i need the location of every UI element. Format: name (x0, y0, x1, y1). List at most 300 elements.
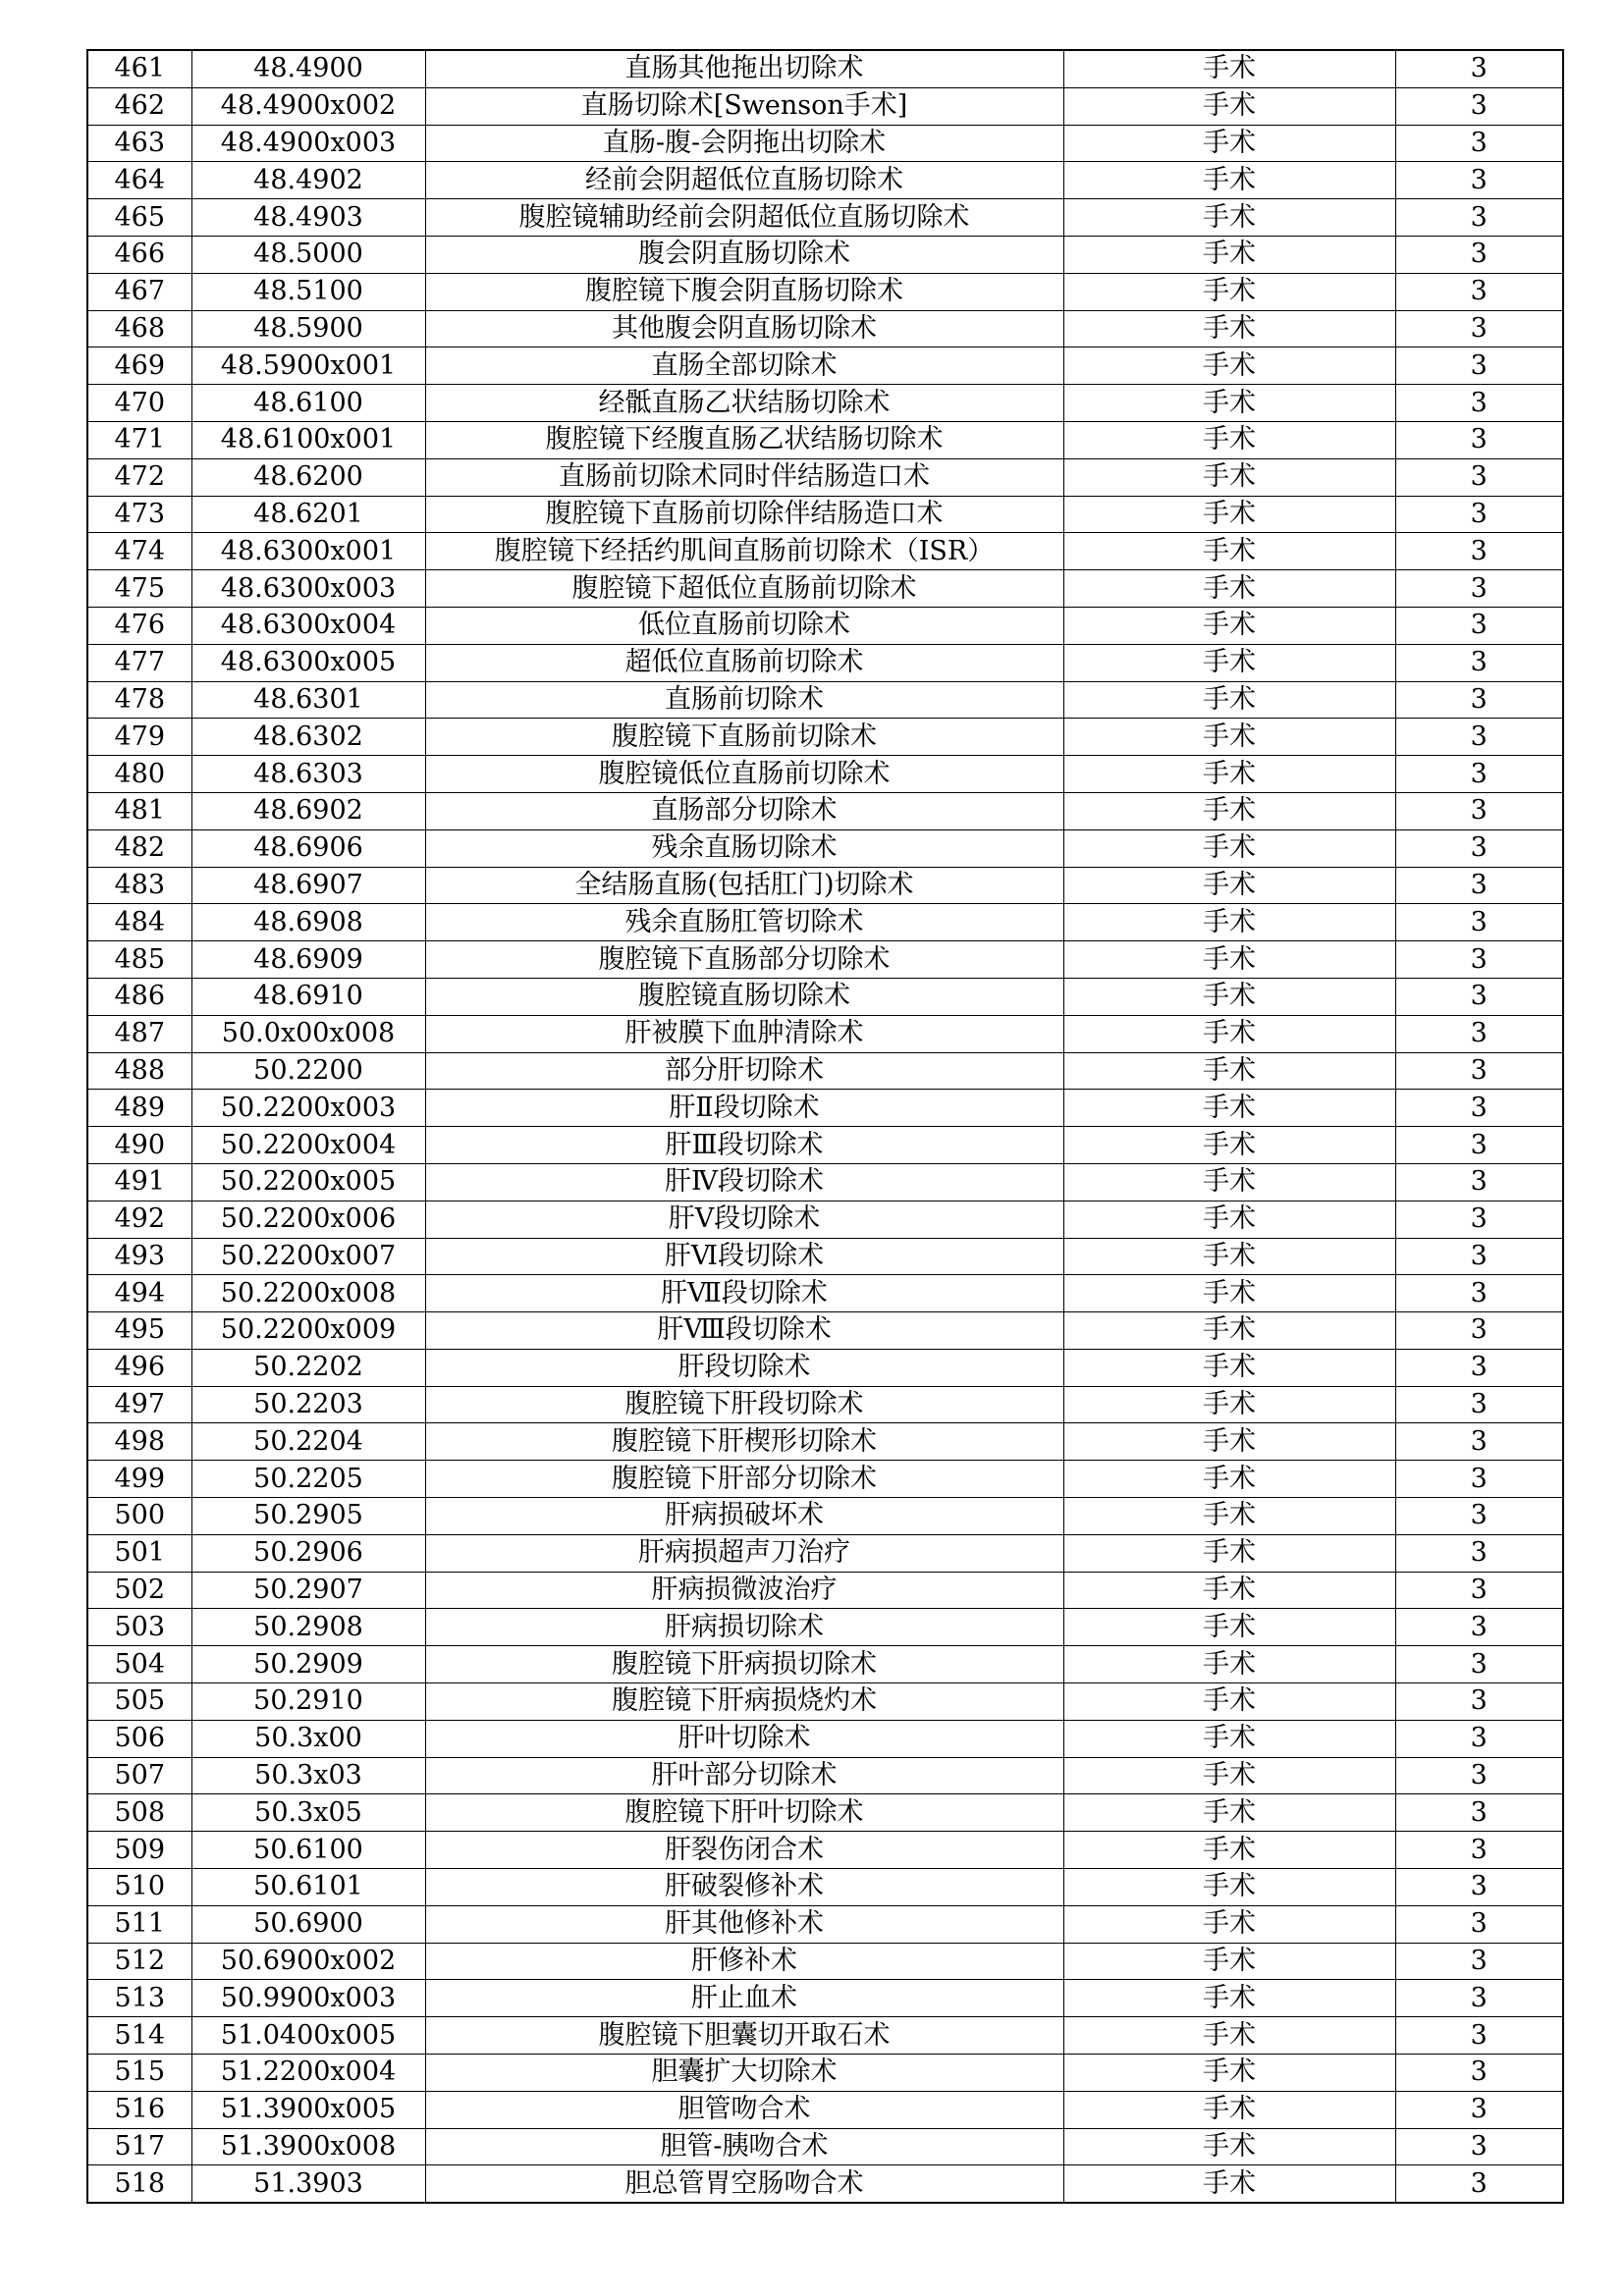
code-cell: 48.6302 (191, 719, 425, 756)
category-cell: 手术 (1063, 1832, 1395, 1869)
row-number-cell: 496 (87, 1349, 191, 1386)
level-cell: 3 (1395, 941, 1563, 979)
table-row (87, 1534, 1563, 1572)
category-cell: 手术 (1063, 2017, 1395, 2055)
row-number-cell: 501 (87, 1534, 191, 1572)
row-number-cell: 516 (87, 2091, 191, 2128)
row-number-cell: 493 (87, 1238, 191, 1275)
category-cell: 手术 (1063, 1015, 1395, 1052)
table-row (87, 162, 1563, 199)
procedure-name-cell: 肝病损超声刀治疗 (425, 1534, 1063, 1572)
level-cell: 3 (1395, 1349, 1563, 1386)
level-cell: 3 (1395, 2165, 1563, 2203)
code-cell: 50.0x00x008 (191, 1015, 425, 1052)
row-number-cell: 508 (87, 1794, 191, 1832)
code-cell: 48.6910 (191, 978, 425, 1015)
procedure-name-cell: 肝Ⅵ段切除术 (425, 1238, 1063, 1275)
category-cell: 手术 (1063, 792, 1395, 829)
level-cell: 3 (1395, 533, 1563, 570)
procedure-name-cell: 肝叶部分切除术 (425, 1757, 1063, 1794)
category-cell: 手术 (1063, 87, 1395, 125)
table-row (87, 347, 1563, 385)
table-row (87, 681, 1563, 719)
code-cell: 50.2200x007 (191, 1238, 425, 1275)
procedure-name-cell: 腹腔镜下肝段切除术 (425, 1386, 1063, 1423)
procedure-name-cell: 超低位直肠前切除术 (425, 644, 1063, 681)
category-cell: 手术 (1063, 2165, 1395, 2203)
row-number-cell: 483 (87, 867, 191, 904)
level-cell: 3 (1395, 125, 1563, 162)
category-cell: 手术 (1063, 1943, 1395, 1980)
category-cell: 手术 (1063, 50, 1395, 87)
level-cell: 3 (1395, 458, 1563, 496)
code-cell: 48.5900x001 (191, 347, 425, 385)
level-cell: 3 (1395, 1201, 1563, 1238)
level-cell: 3 (1395, 829, 1563, 867)
row-number-cell: 484 (87, 904, 191, 941)
category-cell: 手术 (1063, 162, 1395, 199)
procedure-name-cell: 腹腔镜下肝病损切除术 (425, 1646, 1063, 1683)
category-cell: 手术 (1063, 199, 1395, 237)
procedure-name-cell: 肝Ⅳ段切除术 (425, 1163, 1063, 1201)
row-number-cell: 470 (87, 385, 191, 422)
procedure-name-cell: 残余直肠肛管切除术 (425, 904, 1063, 941)
procedure-name-cell: 胆管吻合术 (425, 2091, 1063, 2128)
code-cell: 48.6908 (191, 904, 425, 941)
table-row (87, 2165, 1563, 2203)
code-cell: 48.4902 (191, 162, 425, 199)
table-row (87, 1980, 1563, 2017)
code-cell: 50.2907 (191, 1572, 425, 1609)
table-row (87, 719, 1563, 756)
row-number-cell: 465 (87, 199, 191, 237)
code-cell: 48.6301 (191, 681, 425, 719)
category-cell: 手术 (1063, 2128, 1395, 2165)
code-cell: 48.6902 (191, 792, 425, 829)
procedure-name-cell: 直肠其他拖出切除术 (425, 50, 1063, 87)
code-cell: 48.4900x002 (191, 87, 425, 125)
table-row (87, 904, 1563, 941)
table-row (87, 1683, 1563, 1721)
table-row (87, 273, 1563, 310)
level-cell: 3 (1395, 310, 1563, 347)
level-cell: 3 (1395, 1980, 1563, 2017)
row-number-cell: 495 (87, 1312, 191, 1350)
category-cell: 手术 (1063, 1312, 1395, 1350)
procedure-name-cell: 低位直肠前切除术 (425, 607, 1063, 644)
level-cell: 3 (1395, 1943, 1563, 1980)
level-cell: 3 (1395, 1423, 1563, 1461)
level-cell: 3 (1395, 1090, 1563, 1127)
row-number-cell: 505 (87, 1683, 191, 1721)
row-number-cell: 497 (87, 1386, 191, 1423)
level-cell: 3 (1395, 199, 1563, 237)
procedure-name-cell: 肝Ⅴ段切除术 (425, 1201, 1063, 1238)
row-number-cell: 485 (87, 941, 191, 979)
row-number-cell: 510 (87, 1869, 191, 1906)
procedure-name-cell: 经前会阴超低位直肠切除术 (425, 162, 1063, 199)
level-cell: 3 (1395, 1832, 1563, 1869)
category-cell: 手术 (1063, 1238, 1395, 1275)
row-number-cell: 500 (87, 1498, 191, 1535)
code-cell: 51.3900x005 (191, 2091, 425, 2128)
row-number-cell: 494 (87, 1275, 191, 1312)
row-number-cell: 517 (87, 2128, 191, 2165)
procedure-name-cell: 肝Ⅷ段切除术 (425, 1312, 1063, 1350)
category-cell: 手术 (1063, 310, 1395, 347)
procedure-name-cell: 腹腔镜下胆囊切开取石术 (425, 2017, 1063, 2055)
row-number-cell: 490 (87, 1127, 191, 1164)
procedure-name-cell: 肝病损切除术 (425, 1609, 1063, 1646)
row-number-cell: 478 (87, 681, 191, 719)
category-cell: 手术 (1063, 904, 1395, 941)
code-cell: 50.3x05 (191, 1794, 425, 1832)
row-number-cell: 518 (87, 2165, 191, 2203)
procedure-name-cell: 经骶直肠乙状结肠切除术 (425, 385, 1063, 422)
procedure-name-cell: 直肠切除术[Swenson手术] (425, 87, 1063, 125)
category-cell: 手术 (1063, 533, 1395, 570)
category-cell: 手术 (1063, 1423, 1395, 1461)
table-row (87, 1498, 1563, 1535)
procedure-name-cell: 直肠-腹-会阴拖出切除术 (425, 125, 1063, 162)
level-cell: 3 (1395, 1869, 1563, 1906)
category-cell: 手术 (1063, 867, 1395, 904)
table-row (87, 1757, 1563, 1794)
level-cell: 3 (1395, 1015, 1563, 1052)
row-number-cell: 479 (87, 719, 191, 756)
table-row (87, 1312, 1563, 1350)
procedure-name-cell: 腹腔镜下肝楔形切除术 (425, 1423, 1063, 1461)
category-cell: 手术 (1063, 607, 1395, 644)
table-row (87, 1832, 1563, 1869)
row-number-cell: 502 (87, 1572, 191, 1609)
code-cell: 50.3x00 (191, 1720, 425, 1757)
code-cell: 51.2200x004 (191, 2055, 425, 2092)
category-cell: 手术 (1063, 2091, 1395, 2128)
level-cell: 3 (1395, 1163, 1563, 1201)
row-number-cell: 489 (87, 1090, 191, 1127)
level-cell: 3 (1395, 1238, 1563, 1275)
level-cell: 3 (1395, 1312, 1563, 1350)
table-row (87, 458, 1563, 496)
table-row (87, 829, 1563, 867)
level-cell: 3 (1395, 273, 1563, 310)
code-cell: 50.6900x002 (191, 1943, 425, 1980)
procedure-table (86, 49, 1564, 2204)
level-cell: 3 (1395, 2091, 1563, 2128)
row-number-cell: 487 (87, 1015, 191, 1052)
procedure-name-cell: 肝修补术 (425, 1943, 1063, 1980)
category-cell: 手术 (1063, 458, 1395, 496)
table-row (87, 941, 1563, 979)
row-number-cell: 468 (87, 310, 191, 347)
category-cell: 手术 (1063, 1386, 1395, 1423)
table-row (87, 1646, 1563, 1683)
procedure-name-cell: 残余直肠切除术 (425, 829, 1063, 867)
category-cell: 手术 (1063, 1905, 1395, 1943)
code-cell: 50.2905 (191, 1498, 425, 1535)
procedure-name-cell: 肝Ⅱ段切除术 (425, 1090, 1063, 1127)
code-cell: 50.2200 (191, 1052, 425, 1090)
level-cell: 3 (1395, 1609, 1563, 1646)
code-cell: 50.6101 (191, 1869, 425, 1906)
procedure-name-cell: 肝其他修补术 (425, 1905, 1063, 1943)
procedure-name-cell: 腹腔镜下腹会阴直肠切除术 (425, 273, 1063, 310)
level-cell: 3 (1395, 1572, 1563, 1609)
procedure-name-cell: 腹腔镜下肝病损烧灼术 (425, 1683, 1063, 1721)
table-row (87, 199, 1563, 237)
level-cell: 3 (1395, 87, 1563, 125)
procedure-name-cell: 其他腹会阴直肠切除术 (425, 310, 1063, 347)
code-cell: 51.3900x008 (191, 2128, 425, 2165)
row-number-cell: 461 (87, 50, 191, 87)
category-cell: 手术 (1063, 1980, 1395, 2017)
category-cell: 手术 (1063, 1757, 1395, 1794)
category-cell: 手术 (1063, 1201, 1395, 1238)
level-cell: 3 (1395, 1683, 1563, 1721)
table-row (87, 1720, 1563, 1757)
table-row (87, 1386, 1563, 1423)
table-row (87, 978, 1563, 1015)
level-cell: 3 (1395, 496, 1563, 533)
level-cell: 3 (1395, 162, 1563, 199)
procedure-name-cell: 腹腔镜低位直肠前切除术 (425, 756, 1063, 793)
category-cell: 手术 (1063, 1572, 1395, 1609)
table-row (87, 2055, 1563, 2092)
level-cell: 3 (1395, 681, 1563, 719)
code-cell: 50.2909 (191, 1646, 425, 1683)
level-cell: 3 (1395, 1720, 1563, 1757)
procedure-name-cell: 肝被膜下血肿清除术 (425, 1015, 1063, 1052)
category-cell: 手术 (1063, 1090, 1395, 1127)
procedure-name-cell: 肝叶切除术 (425, 1720, 1063, 1757)
procedure-name-cell: 腹腔镜下经腹直肠乙状结肠切除术 (425, 421, 1063, 458)
category-cell: 手术 (1063, 496, 1395, 533)
table-row (87, 385, 1563, 422)
procedure-name-cell: 腹腔镜直肠切除术 (425, 978, 1063, 1015)
row-number-cell: 464 (87, 162, 191, 199)
table-row (87, 2091, 1563, 2128)
table-row (87, 607, 1563, 644)
procedure-name-cell: 腹腔镜下肝叶切除术 (425, 1794, 1063, 1832)
row-number-cell: 482 (87, 829, 191, 867)
row-number-cell: 507 (87, 1757, 191, 1794)
table-row (87, 125, 1563, 162)
code-cell: 50.6100 (191, 1832, 425, 1869)
table-row (87, 2128, 1563, 2165)
table-row (87, 533, 1563, 570)
code-cell: 50.2908 (191, 1609, 425, 1646)
row-number-cell: 471 (87, 421, 191, 458)
level-cell: 3 (1395, 236, 1563, 273)
category-cell: 手术 (1063, 347, 1395, 385)
level-cell: 3 (1395, 1052, 1563, 1090)
category-cell: 手术 (1063, 1646, 1395, 1683)
row-number-cell: 472 (87, 458, 191, 496)
table-row (87, 1238, 1563, 1275)
table-row (87, 1201, 1563, 1238)
category-cell: 手术 (1063, 273, 1395, 310)
category-cell: 手术 (1063, 756, 1395, 793)
row-number-cell: 511 (87, 1905, 191, 1943)
row-number-cell: 477 (87, 644, 191, 681)
table-row (87, 1349, 1563, 1386)
code-cell: 48.6100 (191, 385, 425, 422)
level-cell: 3 (1395, 1757, 1563, 1794)
category-cell: 手术 (1063, 570, 1395, 608)
code-cell: 50.2200x009 (191, 1312, 425, 1350)
procedure-name-cell: 肝止血术 (425, 1980, 1063, 2017)
table-row (87, 792, 1563, 829)
procedure-name-cell: 直肠全部切除术 (425, 347, 1063, 385)
category-cell: 手术 (1063, 125, 1395, 162)
category-cell: 手术 (1063, 1683, 1395, 1721)
category-cell: 手术 (1063, 236, 1395, 273)
procedure-name-cell: 腹腔镜下经括约肌间直肠前切除术（ISR） (425, 533, 1063, 570)
code-cell: 50.2200x004 (191, 1127, 425, 1164)
level-cell: 3 (1395, 756, 1563, 793)
code-cell: 50.3x03 (191, 1757, 425, 1794)
procedure-name-cell: 直肠前切除术同时伴结肠造口术 (425, 458, 1063, 496)
table-row (87, 1052, 1563, 1090)
code-cell: 48.5900 (191, 310, 425, 347)
code-cell: 48.6201 (191, 496, 425, 533)
code-cell: 50.2200x008 (191, 1275, 425, 1312)
level-cell: 3 (1395, 421, 1563, 458)
procedure-name-cell: 肝Ⅲ段切除术 (425, 1127, 1063, 1164)
row-number-cell: 503 (87, 1609, 191, 1646)
code-cell: 50.2200x003 (191, 1090, 425, 1127)
code-cell: 50.2204 (191, 1423, 425, 1461)
row-number-cell: 469 (87, 347, 191, 385)
category-cell: 手术 (1063, 1052, 1395, 1090)
code-cell: 48.4903 (191, 199, 425, 237)
level-cell: 3 (1395, 570, 1563, 608)
row-number-cell: 462 (87, 87, 191, 125)
row-number-cell: 492 (87, 1201, 191, 1238)
level-cell: 3 (1395, 1498, 1563, 1535)
row-number-cell: 466 (87, 236, 191, 273)
code-cell: 51.0400x005 (191, 2017, 425, 2055)
row-number-cell: 491 (87, 1163, 191, 1201)
code-cell: 48.6100x001 (191, 421, 425, 458)
row-number-cell: 488 (87, 1052, 191, 1090)
row-number-cell: 509 (87, 1832, 191, 1869)
table-row (87, 236, 1563, 273)
level-cell: 3 (1395, 1386, 1563, 1423)
table-row (87, 496, 1563, 533)
category-cell: 手术 (1063, 1534, 1395, 1572)
level-cell: 3 (1395, 1534, 1563, 1572)
level-cell: 3 (1395, 904, 1563, 941)
level-cell: 3 (1395, 2017, 1563, 2055)
row-number-cell: 475 (87, 570, 191, 608)
table-row (87, 1609, 1563, 1646)
table-row (87, 756, 1563, 793)
table-row (87, 1461, 1563, 1498)
category-cell: 手术 (1063, 644, 1395, 681)
table-row (87, 1869, 1563, 1906)
table-row (87, 1163, 1563, 1201)
code-cell: 50.2200x006 (191, 1201, 425, 1238)
level-cell: 3 (1395, 1127, 1563, 1164)
code-cell: 48.5000 (191, 236, 425, 273)
row-number-cell: 481 (87, 792, 191, 829)
level-cell: 3 (1395, 719, 1563, 756)
category-cell: 手术 (1063, 1498, 1395, 1535)
code-cell: 50.2203 (191, 1386, 425, 1423)
code-cell: 48.4900x003 (191, 125, 425, 162)
category-cell: 手术 (1063, 2055, 1395, 2092)
category-cell: 手术 (1063, 941, 1395, 979)
category-cell: 手术 (1063, 1794, 1395, 1832)
category-cell: 手术 (1063, 1869, 1395, 1906)
procedure-name-cell: 胆囊扩大切除术 (425, 2055, 1063, 2092)
code-cell: 48.6909 (191, 941, 425, 979)
code-cell: 51.3903 (191, 2165, 425, 2203)
procedure-name-cell: 腹腔镜下直肠部分切除术 (425, 941, 1063, 979)
code-cell: 50.2200x005 (191, 1163, 425, 1201)
row-number-cell: 506 (87, 1720, 191, 1757)
code-cell: 48.6200 (191, 458, 425, 496)
category-cell: 手术 (1063, 978, 1395, 1015)
level-cell: 3 (1395, 385, 1563, 422)
row-number-cell: 513 (87, 1980, 191, 2017)
procedure-name-cell: 腹腔镜下肝部分切除术 (425, 1461, 1063, 1498)
code-cell: 50.2906 (191, 1534, 425, 1572)
category-cell: 手术 (1063, 421, 1395, 458)
table-row (87, 1794, 1563, 1832)
code-cell: 48.6303 (191, 756, 425, 793)
row-number-cell: 515 (87, 2055, 191, 2092)
procedure-name-cell: 肝破裂修补术 (425, 1869, 1063, 1906)
row-number-cell: 480 (87, 756, 191, 793)
code-cell: 48.6300x004 (191, 607, 425, 644)
level-cell: 3 (1395, 1461, 1563, 1498)
row-number-cell: 499 (87, 1461, 191, 1498)
table-row (87, 87, 1563, 125)
procedure-name-cell: 腹腔镜下直肠前切除术 (425, 719, 1063, 756)
procedure-name-cell: 肝病损微波治疗 (425, 1572, 1063, 1609)
level-cell: 3 (1395, 978, 1563, 1015)
row-number-cell: 474 (87, 533, 191, 570)
table-row (87, 644, 1563, 681)
row-number-cell: 512 (87, 1943, 191, 1980)
category-cell: 手术 (1063, 1127, 1395, 1164)
level-cell: 3 (1395, 644, 1563, 681)
row-number-cell: 514 (87, 2017, 191, 2055)
procedure-name-cell: 腹会阴直肠切除术 (425, 236, 1063, 273)
row-number-cell: 476 (87, 607, 191, 644)
table-row (87, 50, 1563, 87)
table-row (87, 1905, 1563, 1943)
procedure-name-cell: 肝裂伤闭合术 (425, 1832, 1063, 1869)
table-row (87, 1090, 1563, 1127)
procedure-name-cell: 腹腔镜辅助经前会阴超低位直肠切除术 (425, 199, 1063, 237)
category-cell: 手术 (1063, 719, 1395, 756)
row-number-cell: 486 (87, 978, 191, 1015)
procedure-name-cell: 胆总管胃空肠吻合术 (425, 2165, 1063, 2203)
row-number-cell: 498 (87, 1423, 191, 1461)
category-cell: 手术 (1063, 1349, 1395, 1386)
table-row (87, 421, 1563, 458)
level-cell: 3 (1395, 607, 1563, 644)
category-cell: 手术 (1063, 1461, 1395, 1498)
procedure-name-cell: 直肠前切除术 (425, 681, 1063, 719)
procedure-name-cell: 腹腔镜下直肠前切除伴结肠造口术 (425, 496, 1063, 533)
code-cell: 50.6900 (191, 1905, 425, 1943)
code-cell: 50.2205 (191, 1461, 425, 1498)
